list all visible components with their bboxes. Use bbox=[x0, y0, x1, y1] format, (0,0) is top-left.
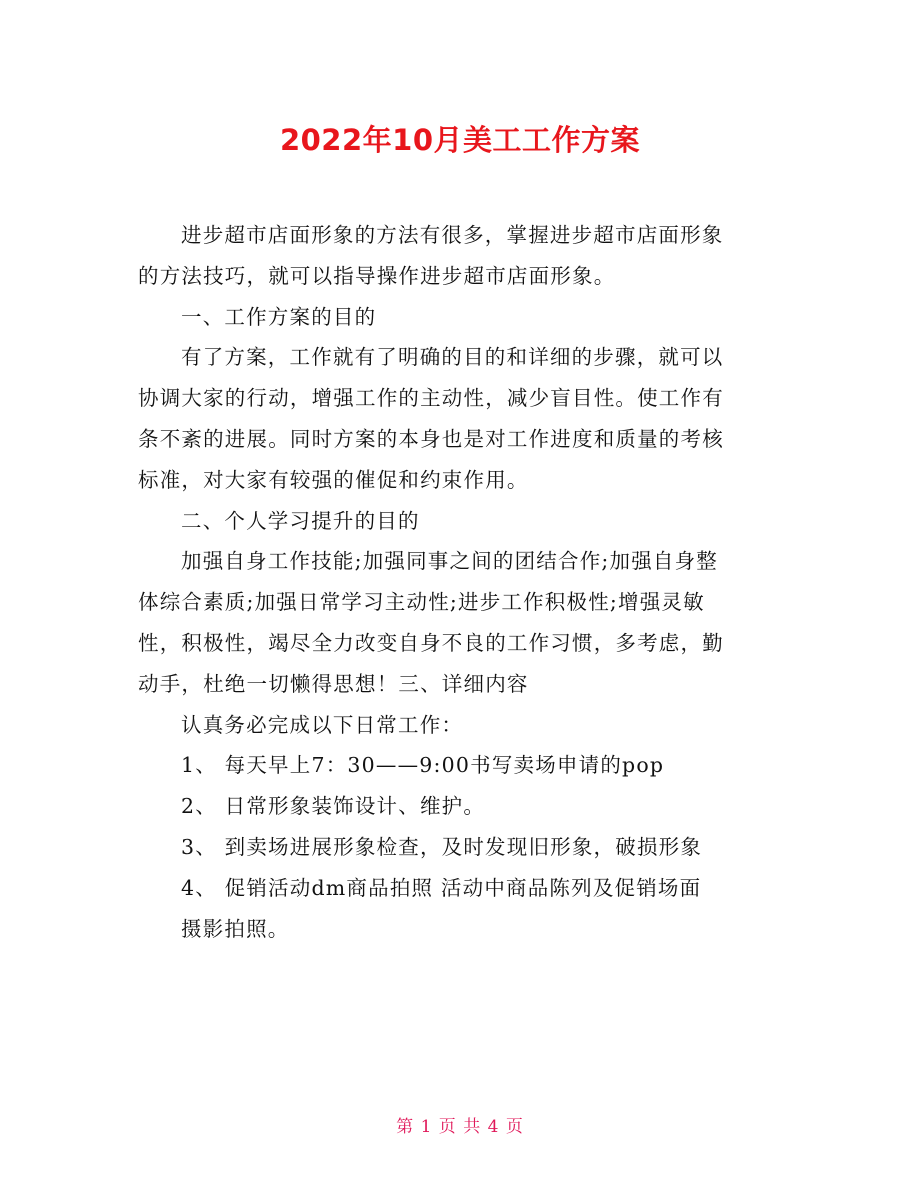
task-item-1: 1、 每天早上7：30——9:00书写卖场申请的pop bbox=[181, 753, 665, 778]
section1-line-2: 协调大家的行动，增强工作的主动性，减少盲目性。使工作有 bbox=[138, 386, 724, 411]
page-number-footer: 第 1 页 共 4 页 bbox=[396, 1117, 524, 1137]
section2-paragraph bbox=[138, 541, 786, 704]
section1-paragraph bbox=[138, 337, 786, 500]
task-item-4: 4、 促销活动dm商品拍照 活动中商品陈列及促销场面 bbox=[181, 875, 702, 900]
document-title: 2022年10月美工工作方案 bbox=[279, 123, 641, 157]
task-item-3: 3、 到卖场进展形象检查，及时发现旧形象，破损形象 bbox=[181, 834, 703, 859]
intro-paragraph bbox=[138, 215, 786, 297]
section2-line-1: 加强自身工作技能;加强同事之间的团结合作;加强自身整 bbox=[181, 549, 719, 574]
task-list bbox=[138, 745, 786, 949]
section1-line-4: 标准，对大家有较强的催促和约束作用。 bbox=[138, 467, 529, 492]
section2-heading: 二、个人学习提升的目的 bbox=[181, 508, 420, 533]
section1-heading: 一、工作方案的目的 bbox=[181, 304, 377, 329]
section2-line-2: 体综合素质;加强日常学习主动性;进步工作积极性;增强灵敏 bbox=[138, 590, 705, 615]
task-item-4-continuation: 摄影拍照。 bbox=[181, 916, 290, 941]
section1-line-1: 有了方案，工作就有了明确的目的和详细的步骤，就可以 bbox=[181, 345, 724, 370]
task-item-2: 2、 日常形象装饰设计、维护。 bbox=[181, 794, 486, 819]
document-body bbox=[138, 215, 786, 949]
intro-line-1: 进步超市店面形象的方法有很多，掌握进步超市店面形象 bbox=[181, 223, 724, 247]
section1-line-3: 条不紊的进展。同时方案的本身也是对工作进度和质量的考核 bbox=[138, 426, 724, 451]
task-intro: 认真务必完成以下日常工作： bbox=[181, 712, 464, 737]
section2-line-4: 动手，杜绝一切懒得思想！三、详细内容 bbox=[138, 671, 529, 696]
section2-line-3: 性，积极性，竭尽全力改变自身不良的工作习惯，多考虑，勤 bbox=[138, 630, 724, 655]
intro-line-2: 的方法技巧，就可以指导操作进步超市店面形象。 bbox=[138, 263, 616, 288]
